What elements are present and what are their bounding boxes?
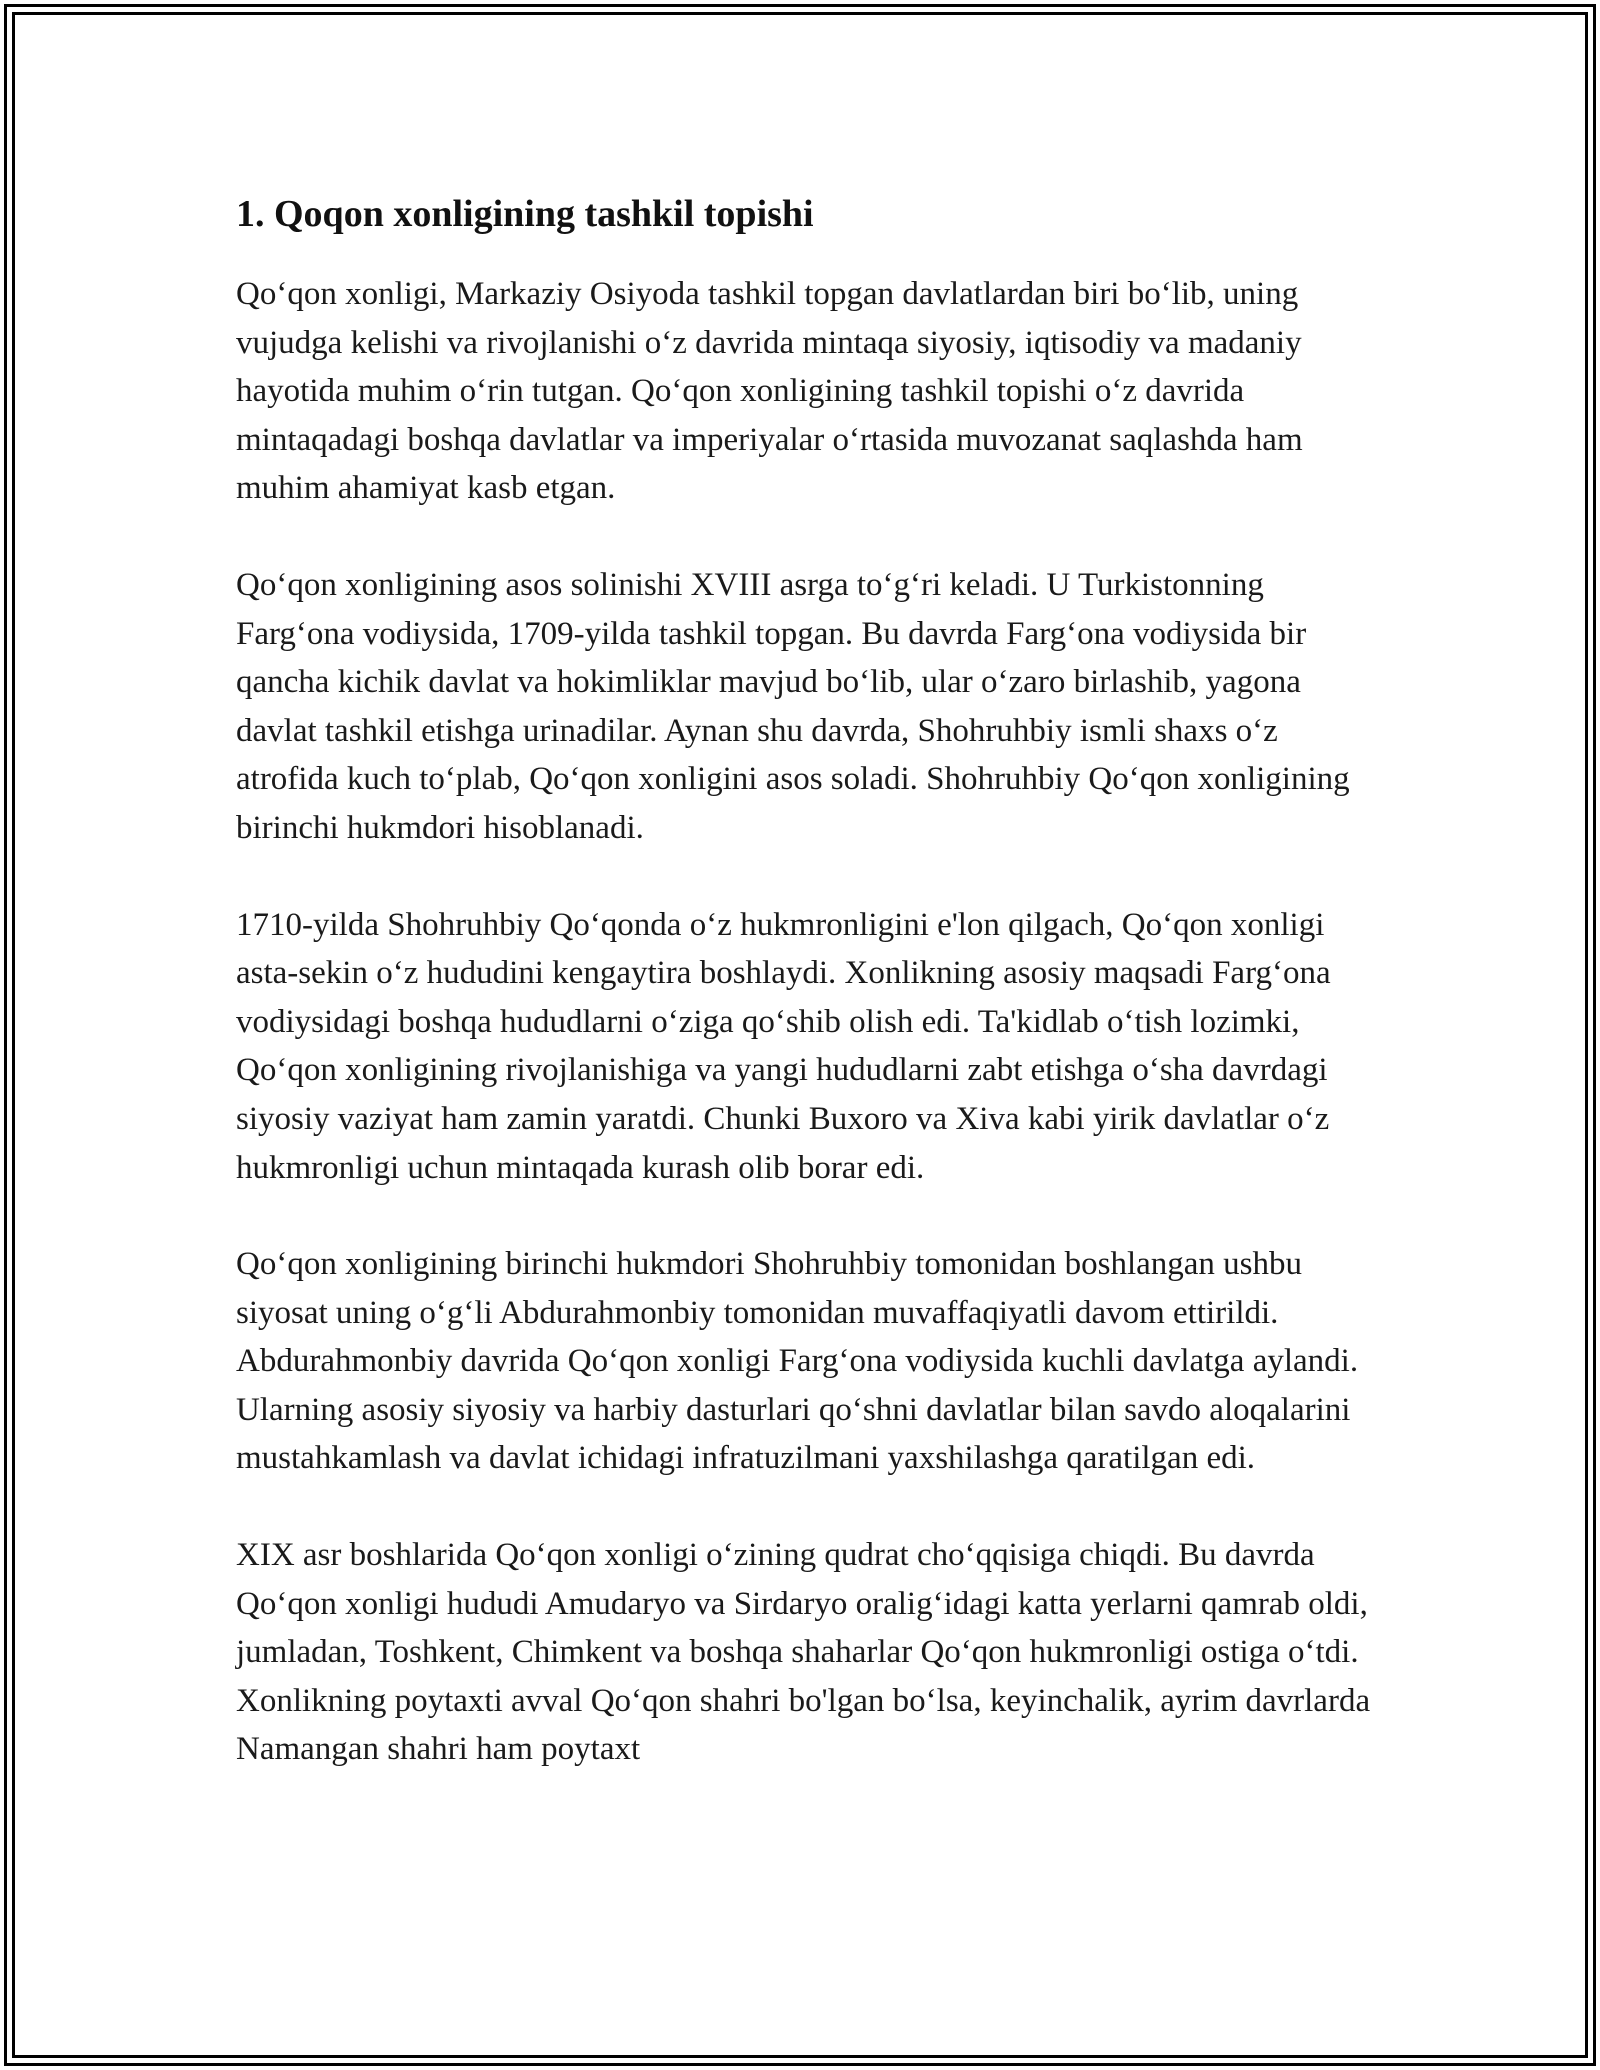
paragraph-3: 1710-yilda Shohruhbiy Qo‘qonda o‘z hukmronligini e'lon qilgach, Qo‘qon xonligi asta-sekin o‘z hududini kengaytira boshlaydi. Xonlikning asosiy maqsadi Farg‘ona vodiysidagi boshqa hududlarni o‘ziga qo‘shib olish edi. Ta'kidlab o‘tish lozimki, Qo‘qon xonligining rivojlanishiga va yangi hududlarni zabt etishga o‘sha davrdagi siyosiy vaziyat ham zamin yaratdi. Chunki Buxoro va Xiva kabi yirik davlatlar o‘z hukmronligi uchun mintaqada kurash olib borar edi. (236, 906, 1331, 1186)
paragraph-4: Qo‘qon xonligining birinchi hukmdori Shohruhbiy tomonidan boshlangan ushbu siyosat uning o‘g‘li Abdurahmonbiy tomonidan muvaffaqiyatli davom ettirildi. Abdurahmonbiy davrida Qo‘qon xonligi Farg‘ona vodiysida kuchli davlatga aylandi. Ularning asosiy siyosiy va harbiy dasturlari qo‘shni davlatlar bilan savdo aloqalarini mustahkamlash va davlat ichidagi infratuzilmani yaxshilashga qaratilgan edi. (236, 1246, 1359, 1477)
paragraph-1: Qo‘qon xonligi, Markaziy Osiyoda tashkil topgan davlatlardan biri bo‘lib, uning vujudga kelishi va rivojlanishi o‘z davrida mintaqa siyosiy, iqtisodiy va madaniy hayotida muhim o‘rin tutgan. Qo‘qon xonligining tashkil topishi o‘z davrida mintaqadagi boshqa davlatlar va imperiyalar o‘rtasida muvozanat saqlashda ham muhim ahamiyat kasb etgan. (236, 276, 1303, 507)
section-heading: 1. Qoqon xonligining tashkil topishi (236, 193, 814, 235)
paragraph-5: XIX asr boshlarida Qo‘qon xonligi o‘zining qudrat cho‘qqisiga chiqdi. Bu davrda Qo‘qon xonligi hududi Amudaryo va Sirdaryo oralig‘idagi katta yerlarni qamrab oldi, jumladan, Toshkent, Chimkent va boshqa shaharlar Qo‘qon hukmronligi ostiga o‘tdi. Xonlikning poytaxti avval Qo‘qon shahri bo'lgan bo‘lsa, keyinchalik, ayrim davrlarda Namangan shahri ham poytaxt (236, 1537, 1371, 1768)
paragraph-2: Qo‘qon xonligining asos solinishi XVIII asrga to‘g‘ri keladi. U Turkistonning Farg‘ona vodiysida, 1709-yilda tashkil topgan. Bu davrda Farg‘ona vodiysida bir qancha kichik davlat va hokimliklar mavjud bo‘lib, ular o‘zaro birlashib, yagona davlat tashkil etishga urinadilar. Aynan shu davrda, Shohruhbiy ismli shaxs o‘z atrofida kuch to‘plab, Qo‘qon xonligini asos soladi. Shohruhbiy Qo‘qon xonligining birinchi hukmdori hisoblanadi. (236, 566, 1350, 846)
document-body (236, 186, 1376, 1822)
